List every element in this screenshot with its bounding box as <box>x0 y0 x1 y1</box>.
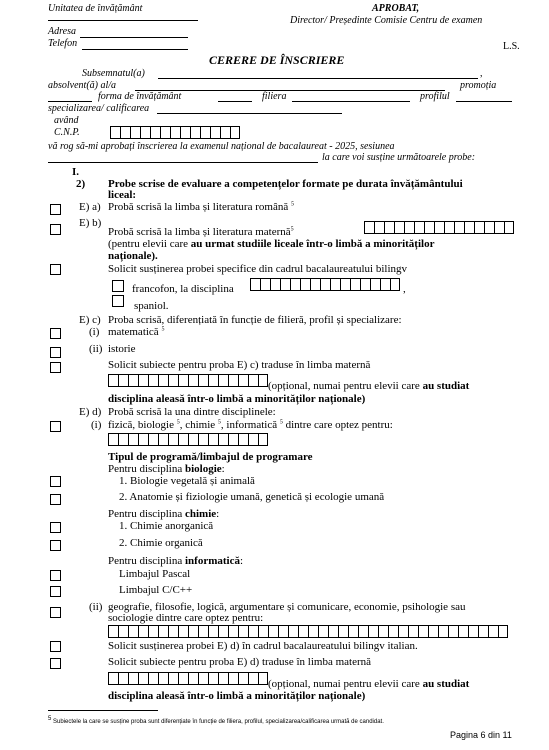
absolvent-line[interactable] <box>135 90 445 91</box>
tip-program: Tipul de programă/limbajul de programare <box>108 451 313 463</box>
francofon-boxes[interactable] <box>250 278 400 291</box>
chim-2: 2. Chimie organică <box>119 537 203 549</box>
promotia-line[interactable] <box>48 101 92 102</box>
ea-label: E) a) <box>79 201 101 213</box>
checkbox-info-2[interactable] <box>50 586 61 597</box>
sesiunea-line[interactable] <box>48 162 318 163</box>
ec-ii-text: istorie <box>108 343 136 355</box>
checkbox-francofon[interactable] <box>112 280 124 292</box>
director-label: Director/ Președinte Comisie Centru de examen <box>290 15 483 26</box>
info-1: Limbajul Pascal <box>119 568 191 580</box>
checkbox-info-1[interactable] <box>50 570 61 581</box>
checkbox-bilingv[interactable] <box>50 264 61 275</box>
checkbox-ed-i[interactable] <box>50 421 61 432</box>
footnote: $^5$ Subiectele la care se susține proba sunt diferențiate în funcție de filiera, profilul, specializarea/calificarea urmată de candidat. <box>48 716 384 725</box>
ls-label: L.S. <box>503 41 520 52</box>
subsemnatul-line[interactable] <box>158 78 478 79</box>
ea-text: Probă scrisă la limba și literatura română <box>108 201 289 213</box>
item-2: 2) <box>76 178 86 190</box>
ec-label: E) c) <box>79 314 101 326</box>
chim-1: 1. Chimie anorganică <box>119 520 214 532</box>
cnp-label: C.N.P. <box>54 127 80 138</box>
eb-note-1b: au urmat studiile liceale într-o limbă a minorităților <box>190 238 435 250</box>
solicit-d-boxes[interactable] <box>108 672 268 685</box>
avand-label: având <box>54 115 79 126</box>
unitate-line[interactable] <box>48 20 198 21</box>
profilul-label: profilul <box>420 91 450 102</box>
optional-d-1: (opțional, numai pentru elevii care <box>268 678 420 690</box>
ed-ii-boxes[interactable] <box>108 625 508 638</box>
checkbox-eb[interactable] <box>50 224 61 235</box>
checkbox-spaniol[interactable] <box>112 295 124 307</box>
spaniol-text: spaniol. <box>134 300 169 312</box>
ec-text: Proba scrisă, diferențiată în funcție de filieră, profil și specializare: <box>108 314 402 326</box>
eb-language-boxes[interactable] <box>364 221 514 234</box>
adresa-label: Adresa <box>48 26 76 37</box>
filiera-label: filiera <box>262 91 287 102</box>
francofon-text: francofon, la disciplina <box>132 283 234 295</box>
checkbox-ec-i[interactable] <box>50 328 61 339</box>
solicit-c-text: Solicit subiecte pentru proba E) c) traduse în limba maternă <box>108 359 371 371</box>
checkbox-bio-2[interactable] <box>50 494 61 505</box>
cnp-boxes[interactable] <box>110 126 240 139</box>
bio-2: 2. Anatomie și fiziologie umană, genetică și ecologie umană <box>119 491 385 503</box>
subsemnatul-label: Subsemnatul(a) <box>82 68 145 79</box>
promotia-label: promoția <box>460 80 497 91</box>
solicit-d-text: Solicit subiecte pentru proba E) d) traduse în limba maternă <box>108 656 372 668</box>
ed-label: E) d) <box>79 406 102 418</box>
ed-ii-text-1: geografie, filosofie, logică, argumentare și comunicare, economie, psihologie sau <box>108 601 466 613</box>
adresa-line[interactable] <box>80 37 188 38</box>
checkbox-bio-1[interactable] <box>50 476 61 487</box>
profilul-line[interactable] <box>456 101 512 102</box>
la-care-text: la care voi susține următoarele probe: <box>322 152 476 163</box>
bilingv-text: Solicit susținerea probei specifice din cadrul bacalaureatului bilingv <box>108 263 408 275</box>
checkbox-chim-1[interactable] <box>50 522 61 533</box>
roman-i: I. <box>72 166 80 178</box>
specializarea-label: specializarea/ calificarea <box>48 103 150 114</box>
telefon-line[interactable] <box>82 49 188 50</box>
telefon-label: Telefon <box>48 38 78 49</box>
eb-note-2: naționale). <box>108 250 158 262</box>
probe-title-2: liceal: <box>108 189 137 201</box>
optional-c-1: (opțional, numai pentru elevii care <box>268 380 420 392</box>
unitate-label: Unitatea de învățământ <box>48 3 143 14</box>
va-rog-text: vă rog să-mi aprobați înscrierea la examenul național de bacalaureat - 2025, sesiunea <box>48 141 395 152</box>
bio-1: 1. Biologie vegetală și animală <box>119 475 255 487</box>
checkbox-solicit-d[interactable] <box>50 658 61 669</box>
info-2: Limbajul C/C++ <box>119 584 193 596</box>
page-title: CERERE DE ÎNSCRIERE <box>209 53 345 67</box>
solicit-c-boxes[interactable] <box>108 374 268 387</box>
checkbox-solicit-c[interactable] <box>50 362 61 373</box>
ed-i-boxes[interactable] <box>108 433 268 446</box>
checkbox-ea[interactable] <box>50 204 61 215</box>
eb-label: E) b) <box>79 217 102 229</box>
specializarea-line[interactable] <box>157 113 342 114</box>
probe-title-1: Probe scrise de evaluare a competențelor formate pe durata învățământului <box>108 178 463 190</box>
absolvent-label: absolvent(ă) al/a <box>48 80 117 91</box>
forma-line[interactable] <box>218 101 252 102</box>
eb-note-1a: (pentru elevii care <box>108 238 189 250</box>
filiera-line[interactable] <box>292 101 410 102</box>
ed-text: Probă scrisă la una dintre disciplinele: <box>108 406 276 418</box>
aprobat-label: APROBAT, <box>372 3 420 14</box>
checkbox-ec-ii[interactable] <box>50 347 61 358</box>
ed-ii-text-2: sociologie dintre care optez pentru: <box>108 612 264 624</box>
checkbox-bilingv-it[interactable] <box>50 641 61 652</box>
page-number: Pagina 6 din 11 <box>450 730 512 740</box>
ec-i-text: matematică <box>108 326 159 338</box>
forma-label: forma de învățământ <box>98 91 182 102</box>
bilingv-it-text: Solicit susținerea probei E) d) în cadrul bacalaureatului bilingv italian. <box>108 640 418 652</box>
optional-d-2: disciplina aleasă într-o limbă a minorităților naționale) <box>108 690 366 702</box>
footnote-rule <box>48 710 158 711</box>
eb-text: Probă scrisă la limba și literatura maternă <box>108 226 291 238</box>
checkbox-ed-ii[interactable] <box>50 607 61 618</box>
checkbox-chim-2[interactable] <box>50 540 61 551</box>
optional-c-2: disciplina aleasă într-o limbă a minorităților naționale) <box>108 393 366 405</box>
